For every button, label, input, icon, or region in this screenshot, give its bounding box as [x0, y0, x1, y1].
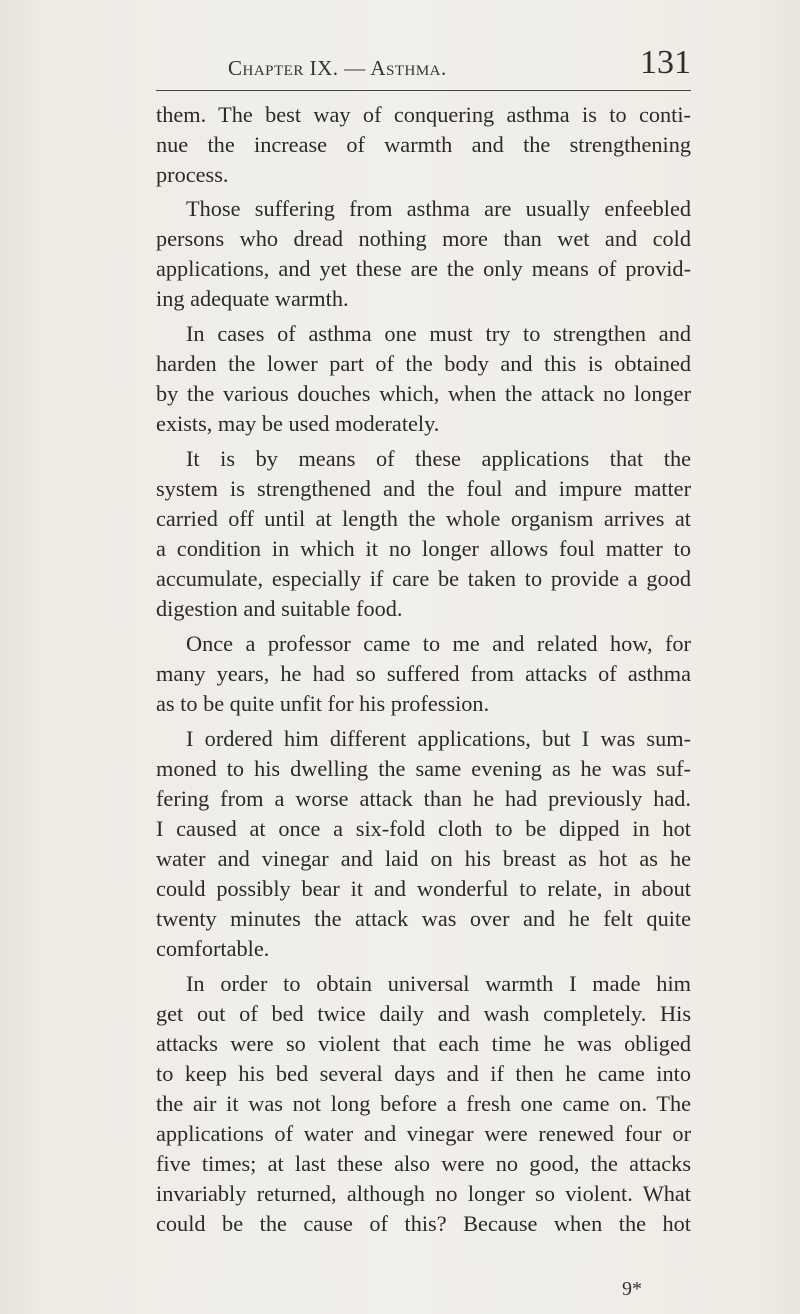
text-line: five times; at last these also were no good, the attacks — [156, 1151, 691, 1176]
text-line: applications, and yet these are the only means of provid- — [156, 256, 691, 281]
text-line: I ordered him different applications, but I was sum- — [186, 726, 691, 751]
text-line: attacks were so violent that each time he was obliged — [156, 1031, 691, 1056]
text-line: carried off until at length the whole organism arrives at — [156, 506, 691, 531]
text-line: comfortable. — [156, 936, 270, 961]
text-line: Once a professor came to me and related how, for — [186, 631, 691, 656]
text-line: Those suffering from asthma are usually enfeebled — [186, 196, 691, 221]
text-line: exists, may be used moderately. — [156, 411, 440, 436]
text-line: many years, he had so suffered from attacks of asthma — [156, 661, 691, 686]
text-line: twenty minutes the attack was over and he felt quite — [156, 906, 691, 931]
text-line: I caused at once a six-fold cloth to be dipped in hot — [156, 816, 691, 841]
text-line: applications of water and vinegar were renewed four or — [156, 1121, 691, 1146]
text-line: It is by means of these applications that the — [186, 446, 691, 471]
text-line: fering from a worse attack than he had previously had. — [156, 786, 691, 811]
text-line: water and vinegar and laid on his breast as hot as he — [156, 846, 691, 871]
running-head: Chapter IX. — Asthma. — [228, 56, 447, 80]
text-line: In cases of asthma one must try to strengthen and — [186, 321, 691, 346]
text-line: process. — [156, 162, 229, 187]
text-line: by the various douches which, when the attack no longer — [156, 381, 691, 406]
text-line: In order to obtain universal warmth I made him — [186, 971, 691, 996]
text-line: accumulate, especially if care be taken to provide a good — [156, 566, 691, 591]
text-line: as to be quite unfit for his profession. — [156, 691, 490, 716]
text-line: system is strengthened and the foul and impure matter — [156, 476, 691, 501]
text-line: harden the lower part of the body and this is obtained — [156, 351, 691, 376]
text-line: invariably returned, although no longer so violent. What — [156, 1181, 691, 1206]
text-line: to keep his bed several days and if then he came into — [156, 1061, 691, 1086]
page-number: 131 — [640, 44, 691, 81]
text-line: get out of bed twice daily and wash completely. His — [156, 1001, 691, 1026]
text-line: persons who dread nothing more than wet and cold — [156, 226, 691, 251]
text-line: them. The best way of conquering asthma is to conti- — [156, 102, 691, 127]
text-line: could be the cause of this? Because when the hot — [156, 1211, 691, 1236]
text-line: the air it was not long before a fresh one came on. The — [156, 1091, 691, 1116]
signature-mark: 9* — [622, 1278, 642, 1300]
text-line: moned to his dwelling the same evening as he was suf- — [156, 756, 691, 781]
text-line: nue the increase of warmth and the strengthening — [156, 132, 691, 157]
text-line: digestion and suitable food. — [156, 596, 403, 621]
text-line: could possibly bear it and wonderful to relate, in about — [156, 876, 691, 901]
text-line: a condition in which it no longer allows foul matter to — [156, 536, 691, 561]
text-line: ing adequate warmth. — [156, 286, 349, 311]
